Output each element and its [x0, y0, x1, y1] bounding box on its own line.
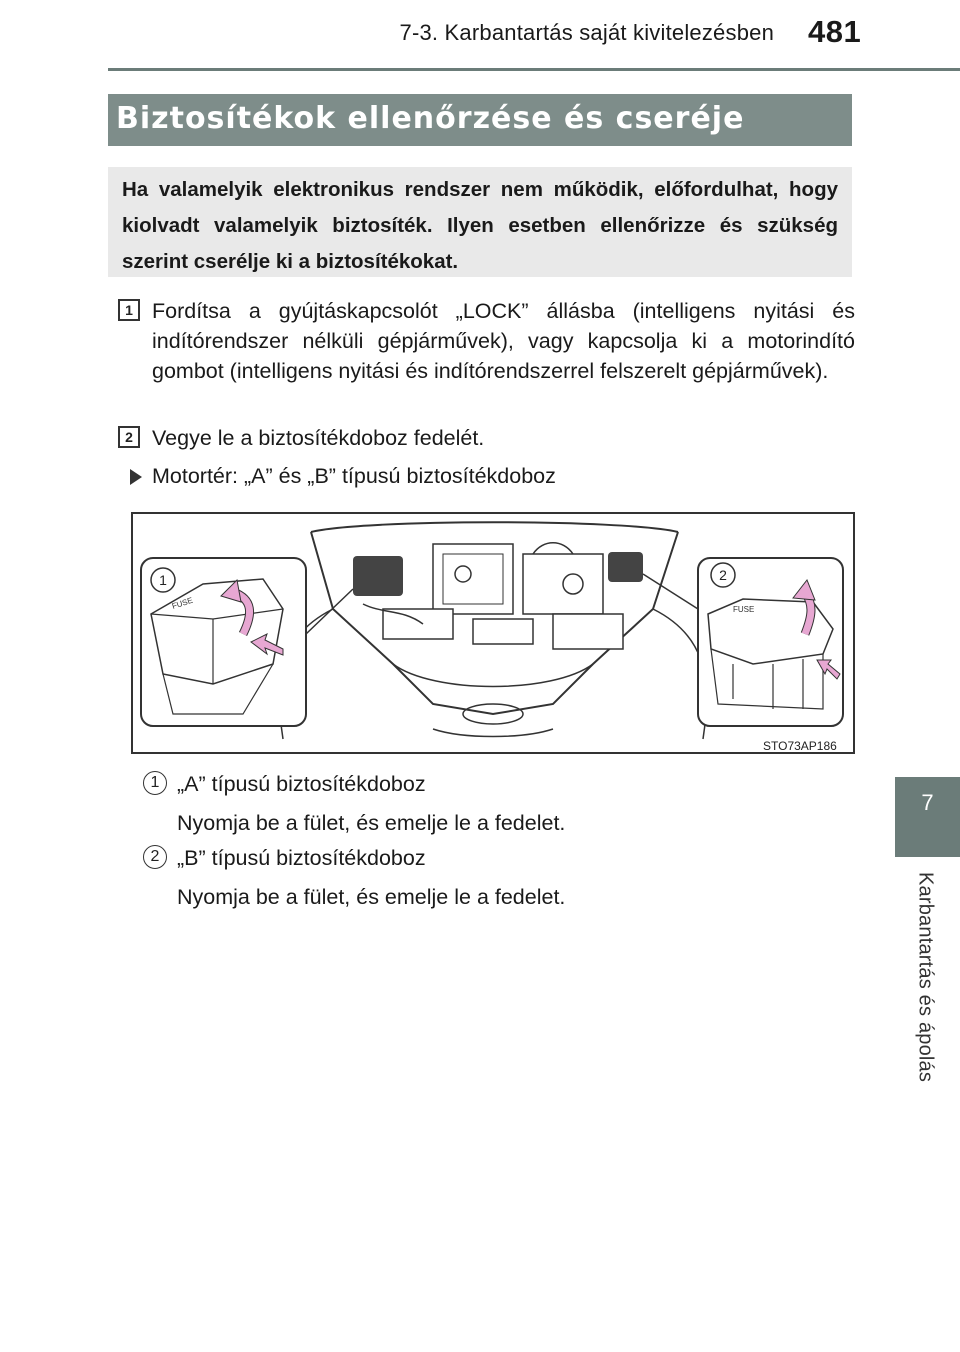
chapter-tab [895, 777, 960, 857]
fuse-label-left: FUSE [170, 595, 194, 611]
chapter-title-vertical [875, 872, 960, 1202]
step-2-marker: 2 [118, 426, 140, 448]
engine-bay-illustration [131, 512, 855, 754]
section-heading: 7-3. Karbantartás saját kivitelezésben [399, 20, 774, 45]
callout-1-title: „A” típusú biztosítékdoboz [177, 772, 426, 796]
step-1-marker: 1 [118, 299, 140, 321]
header-rule [108, 68, 960, 71]
bullet-text: Motortér: „A” és „B” típusú biztosítékdoboz [152, 464, 556, 488]
chapter-title: Karbantartás és ápolás [914, 872, 937, 1083]
intro-text: Ha valamelyik elektronikus rendszer nem működik, előfordulhat, hogy kiolvadt valamelyik biztosíték. Ilyen esetben ellenőrizze és szükség szerint cserélje ki a biztosítékokat. [122, 178, 838, 273]
figure-callout-1: 1 [159, 572, 167, 588]
page-number: 481 [808, 14, 862, 49]
callout-1-marker: 1 [143, 771, 167, 795]
callout-2-title: „B” típusú biztosítékdoboz [177, 846, 426, 870]
callout-2-marker: 2 [143, 845, 167, 869]
step-2-text: Vegye le a biztosítékdoboz fedelét. [152, 426, 485, 450]
step-1-text: Fordítsa a gyújtáskapcsolót „LOCK” állásba (intelligens nyitási és indítórendszer nélküli gépjárművek), vagy kapcsolja ki a motorindító gombot (intelligens nyitási és indítórendszerrel felszerelt gépjárművek). [152, 299, 855, 383]
figure-code: STO73AP186 [763, 739, 837, 753]
fuse-label-right: FUSE [733, 605, 755, 614]
figure-callout-2: 2 [719, 567, 727, 583]
engine-bay-drawing [133, 514, 853, 752]
callout-2-text: Nyomja be a fület, és emelje le a fedelet. [177, 885, 566, 909]
callout-1-text: Nyomja be a fület, és emelje le a fedelet. [177, 811, 566, 835]
bullet-triangle-icon [130, 469, 142, 485]
chapter-number: 7 [921, 790, 934, 815]
page-title: Biztosítékok ellenőrzése és cseréje [116, 101, 745, 136]
